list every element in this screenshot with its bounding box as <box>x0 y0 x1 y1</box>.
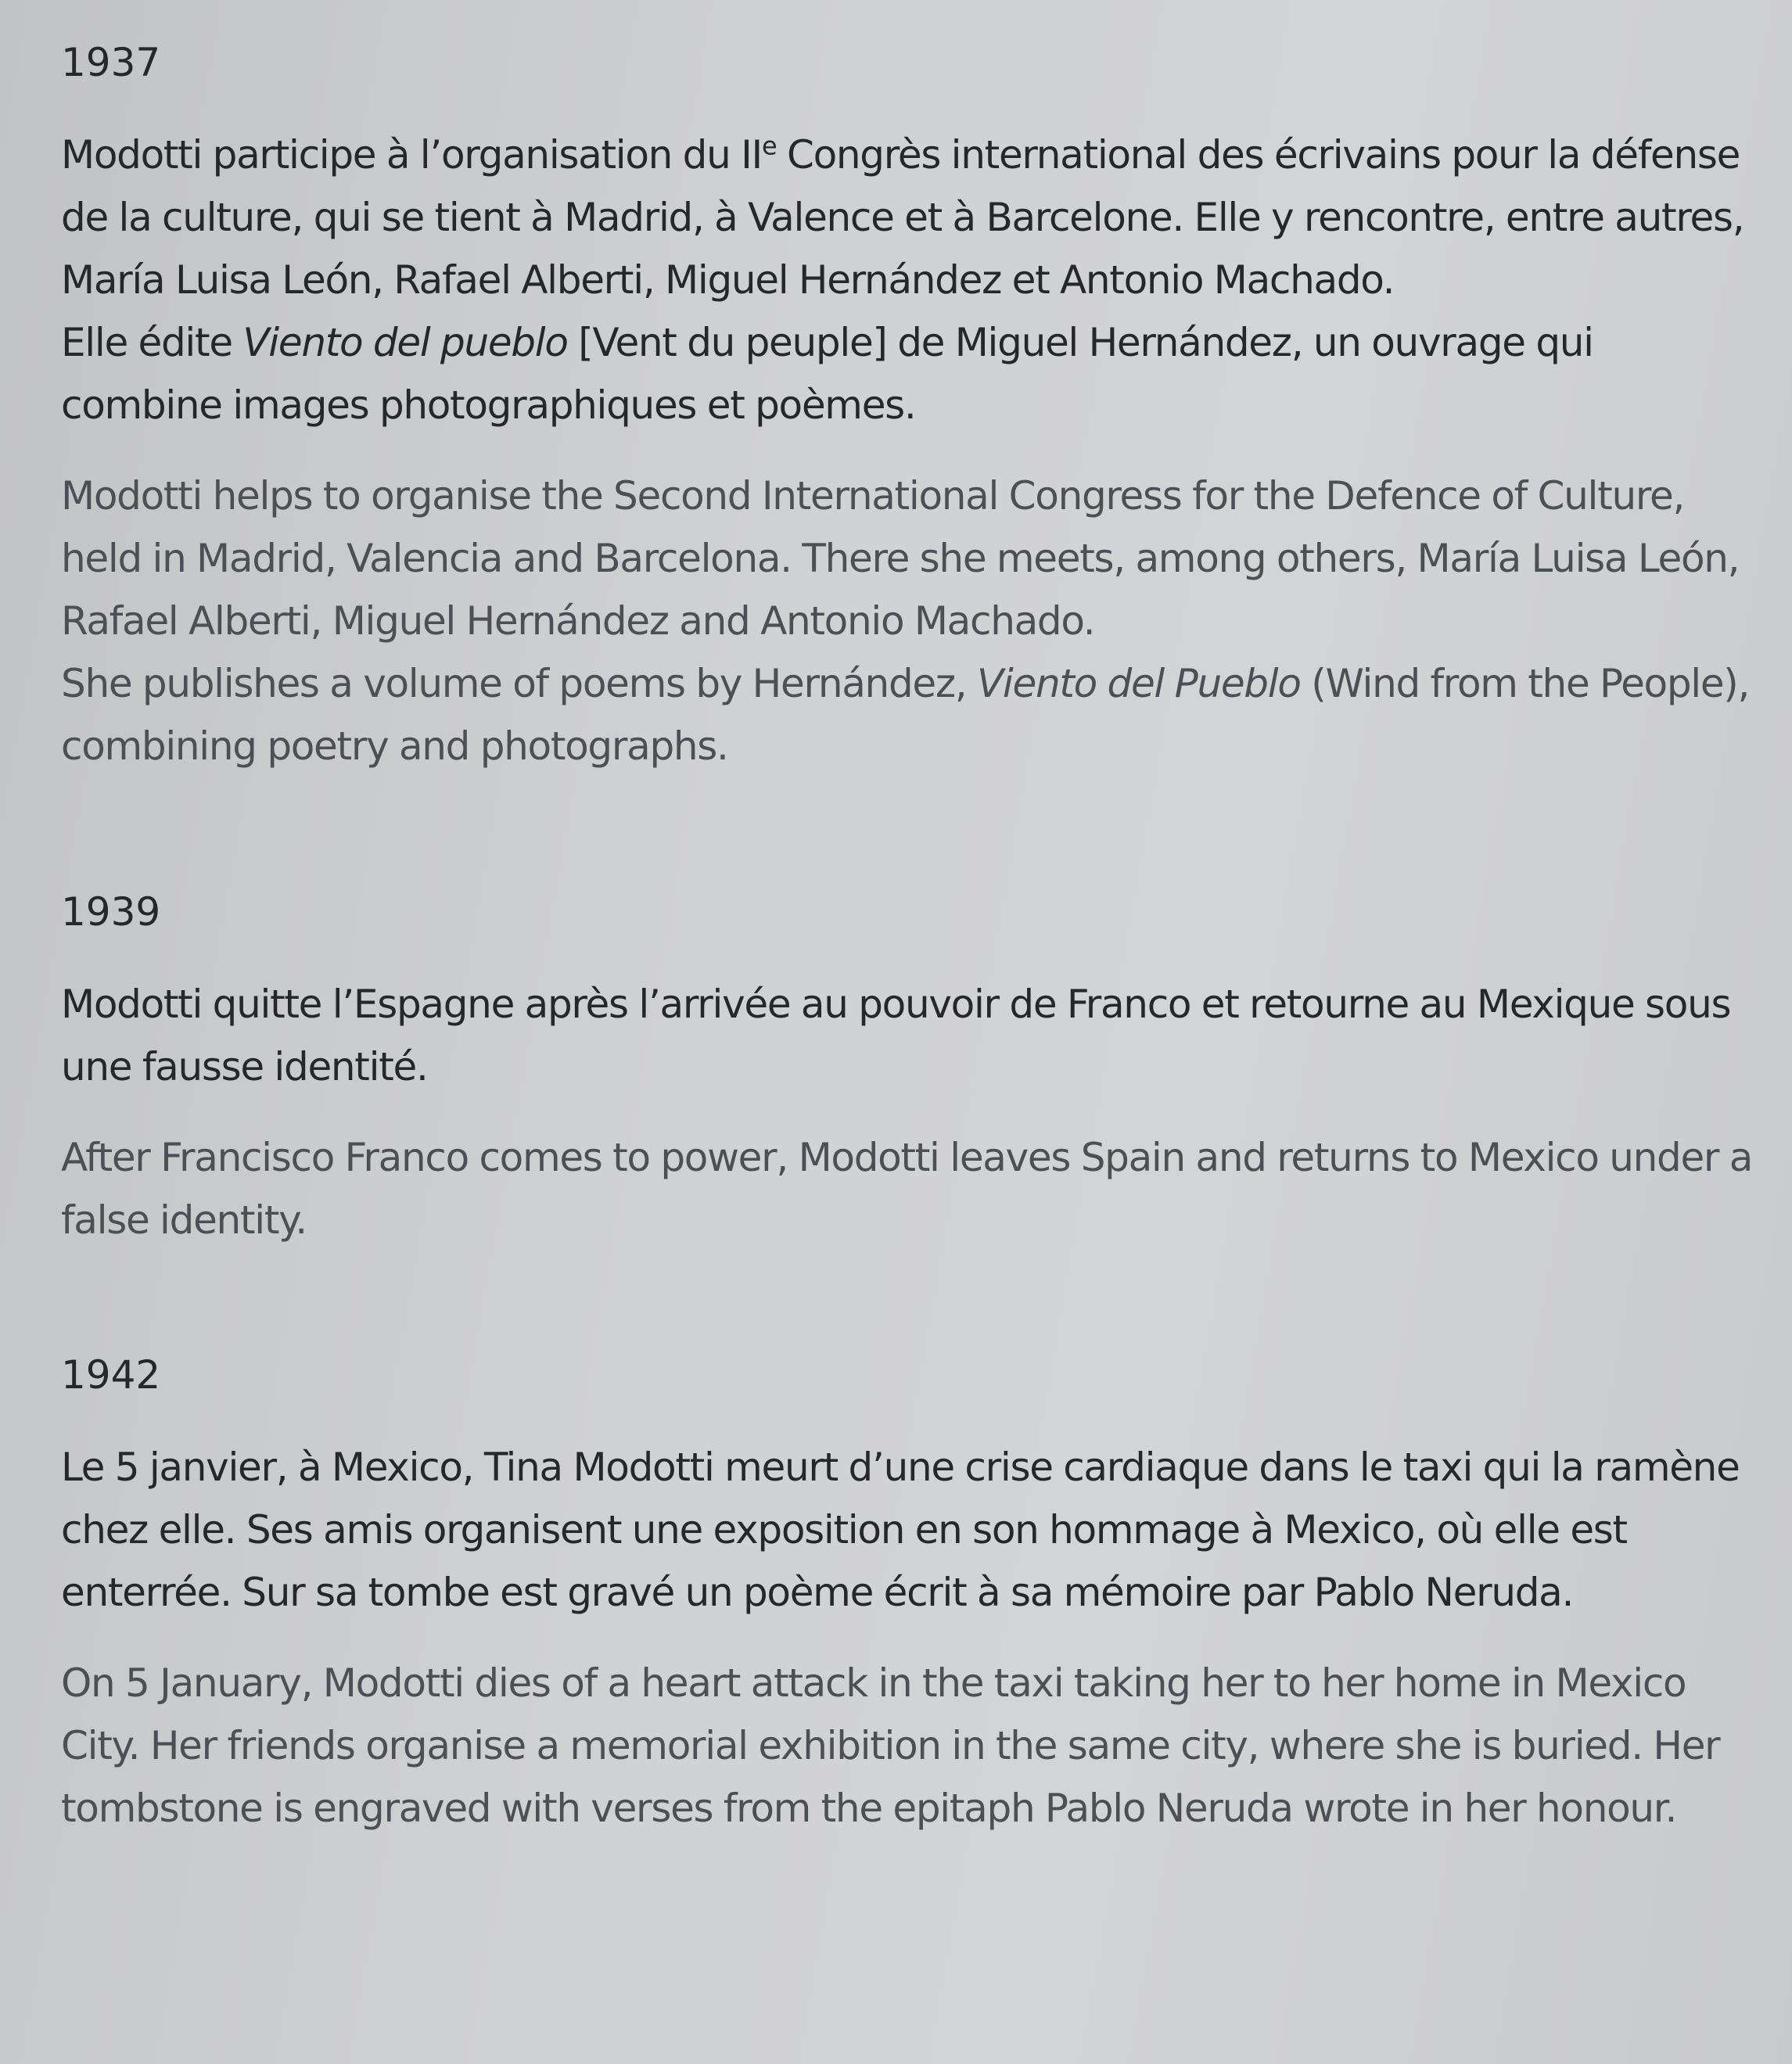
book-title-en: Viento del Pueblo <box>976 661 1301 706</box>
french-text: Le 5 janvier, à Mexico, Tina Modotti meurt d’une crise cardiaque dans le taxi qui la ramène chez elle. Ses amis organisent une exposition en son hommage à Mexico, où elle est enterrée. Sur sa tombe est gravé un poème écrit à sa mémoire par Pablo Neruda. <box>61 1445 1740 1615</box>
year-heading: 1942 <box>61 1352 161 1398</box>
timeline-entry-1937 <box>61 31 1758 777</box>
year-heading: 1939 <box>61 889 161 935</box>
french-text: Modotti quitte l’Espagne après l’arrivée au pouvoir de Franco et retourne au Mexique sous une fausse identité. <box>61 982 1731 1089</box>
timeline-entry-1939 <box>61 881 1758 1251</box>
french-text-part: Elle édite <box>61 320 243 365</box>
english-text <box>61 465 1758 777</box>
french-text <box>61 124 1758 436</box>
book-title-fr: Viento del pueblo <box>242 320 568 365</box>
section-spacer <box>61 777 1758 881</box>
english-text: After Francisco Franco comes to power, Modotti leaves Spain and returns to Mexico under a false identity. <box>61 1135 1753 1243</box>
superscript-e: e <box>761 131 777 161</box>
year-heading: 1937 <box>61 40 161 85</box>
wall-text-panel <box>61 31 1758 1840</box>
english-text: On 5 January, Modotti dies of a heart attack in the taxi taking her to her home in Mexico City. Her friends organise a memorial exhibition in the same city, where she is buried. Her tombstone is engraved with verses from the epitaph Pablo Neruda wrote in her honour. <box>61 1660 1720 1831</box>
french-text-part: Modotti participe à l’organisation du II <box>61 132 762 178</box>
section-spacer <box>61 1251 1758 1344</box>
timeline-entry-1942 <box>61 1344 1758 1840</box>
french-text-part: [Vent du peuple] de Miguel Hernández, un ouvrage qui combine images photographiques et poèmes. <box>61 320 1593 428</box>
english-text-part: Modotti helps to organise the Second International Congress for the Defence of Culture, held in Madrid, Valencia and Barcelona. There she meets, among others, María Luisa León, Rafael Alberti, Miguel Hernández and Antonio Machado. <box>61 473 1740 644</box>
english-text-part: (Wind from the People), combining poetry and photographs. <box>61 661 1750 769</box>
french-text-part: Congrès international des écrivains pour la défense de la culture, qui se tient à Madrid, à Valence et à Barcelone. Elle y rencontre, entre autres, María Luisa León, Rafael Alberti, Miguel Hernández et Antonio Machado. <box>61 132 1744 303</box>
english-text-part: She publishes a volume of poems by Hernández, <box>61 661 977 706</box>
